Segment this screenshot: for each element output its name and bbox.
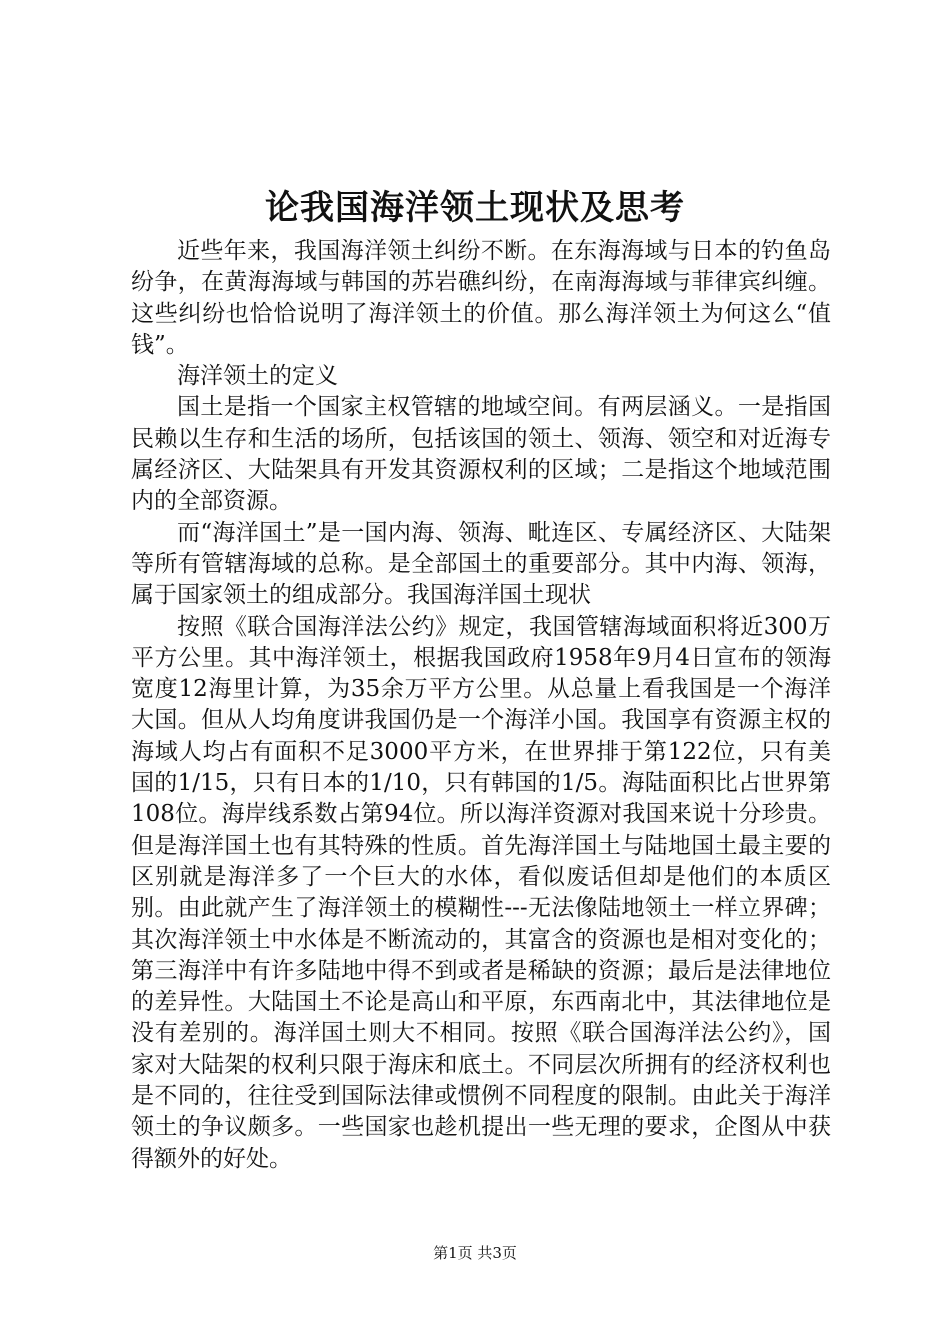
paragraph-intro: 近些年来，我国海洋领土纠纷不断。在东海海域与日本的钓鱼岛纷争，在黄海海域与韩国的苏岩礁纠纷，在南海海域与菲律宾纠缠。这些纠纷也恰恰说明了海洋领土的价值。那么海洋领土为何这么“值钱”。 — [131, 238, 831, 358]
paragraph-current-status: 按照《联合国海洋法公约》规定，我国管辖海域面积将近300万平方公里。其中海洋领土，根据我国政府1958年9月4日宣布的领海宽度12海里计算，为35余万平方公里。从总量上看我国是一个海洋大国。但从人均角度讲我国仍是一个海洋小国。我国享有资源主权的海域人均占有面积不足3000平方米，在世界排于第122位，只有美国的1/15，只有日本的1/10，只有韩国的1/5。海陆面积比占世界第108位。海岸线系数占第94位。所以海洋资源对我国来说十分珍贵。但是海洋国土也有其特殊的性质。首先海洋国土与陆地国土最主要的区别就是海洋多了一个巨大的水体，看似废话但却是他们的本质区别。由此就产生了海洋领土的模糊性---无法像陆地领土一样立界碑；其次海洋领土中水体是不断流动的，其富含的资源也是相对变化的；第三海洋中有许多陆地中得不到或者是稀缺的资源；最后是法律地位的差异性。大陆国土不论是高山和平原，东西南北中，其法律地位是没有差别的。海洋国土则大不相同。按照《联合国海洋法公约》，国家对大陆架的权利只限于海床和底土。不同层次所拥有的经济权利也是不同的，往往受到国际法律或惯例不同程度的限制。由此关于海洋领土的争议颇多。一些国家也趁机提出一些无理的要求，企图从中获得额外的好处。 — [131, 613, 831, 1172]
section-heading-definition: 海洋领土的定义 — [177, 363, 338, 390]
document-body — [131, 236, 831, 1175]
document-title: 论我国海洋领土现状及思考 — [265, 188, 685, 228]
paragraph-ocean-territory: 而“海洋国土”是一国内海、领海、毗连区、专属经济区、大陆架等所有管辖海域的总称。是全部国土的重要部分。其中内海、领海，属于国家领土的组成部分。我国海洋国土现状 — [131, 519, 831, 609]
page-footer: 第1页 共3页 — [433, 1244, 517, 1262]
paragraph-national-territory: 国土是指一个国家主权管辖的地域空间。有两层涵义。一是指国民赖以生存和生活的场所，包括该国的领土、领海、领空和对近海专属经济区、大陆架具有开发其资源权利的区域；二是指这个地域范围内的全部资源。 — [131, 394, 831, 515]
